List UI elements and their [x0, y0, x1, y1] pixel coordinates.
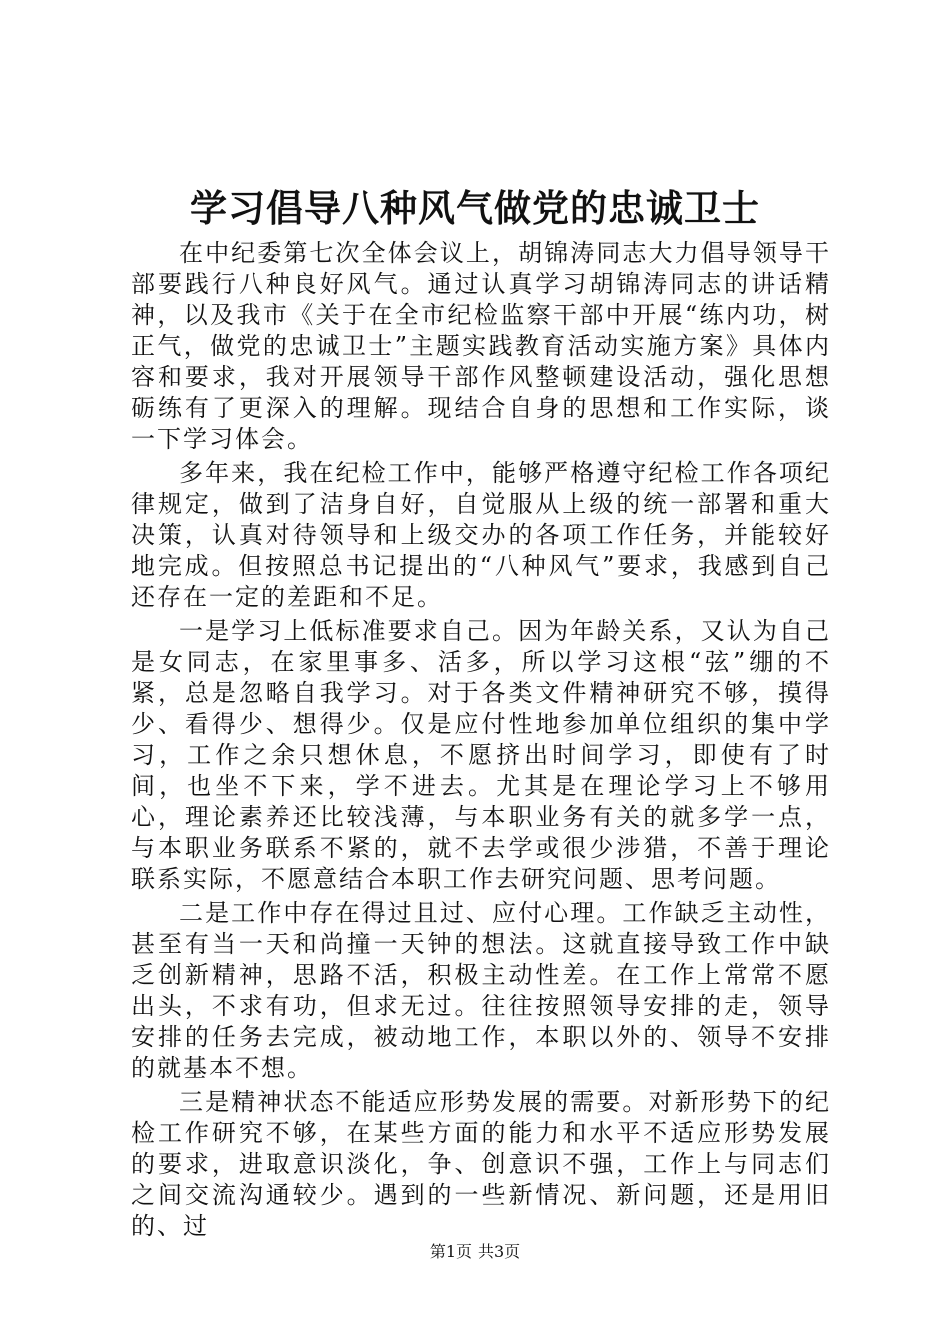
paragraph-point-three: 三是精神状态不能适应形势发展的需要。对新形势下的纪检工作研究不够，在某些方面的能力和水平不适应形势发展的要求，进取意识淡化，争、创意识不强，工作上与同志们之间交流沟通较少。遇到的一些新情况、新问题，还是用旧的、过: [131, 1088, 831, 1240]
paragraph-intro: 在中纪委第七次全体会议上，胡锦涛同志大力倡导领导干部要践行八种良好风气。通过认真学习胡锦涛同志的讲话精神，以及我市《关于在全市纪检监察干部中开展“练内功，树正气，做党的忠诚卫士”主题实践教育活动实施方案》具体内容和要求，我对开展领导干部作风整顿建设活动，强化思想砺练有了更深入的理解。现结合自身的思想和工作实际，谈一下学习体会。: [131, 239, 831, 453]
paragraph-self-assessment: 多年来，我在纪检工作中，能够严格遵守纪检工作各项纪律规定，做到了洁身自好，自觉服从上级的统一部署和重大决策，认真对待领导和上级交办的各项工作任务，并能较好地完成。但按照总书记提出的“八种风气”要求，我感到自己还存在一定的差距和不足。: [131, 459, 831, 611]
page-number: 第1页: [429, 1242, 472, 1261]
paragraph-point-one: 一是学习上低标准要求自己。因为年龄关系，又认为自己是女同志，在家里事多、活多，所以学习这根“弦”绷的不紧，总是忽略自我学习。对于各类文件精神研究不够，摸得少、看得少、想得少。仅是应付性地参加单位组织的集中学习，工作之余只想休息，不愿挤出时间学习，即使有了时间，也坐不下来，学不进去。尤其是在理论学习上不够用心，理论素养还比较浅薄，与本职业务有关的就多学一点，与本职业务联系不紧的，就不去学或很少涉猎，不善于理论联系实际，不愿意结合本职工作去研究问题、思考问题。: [131, 617, 831, 893]
document-body: [131, 238, 831, 1242]
page-footer: [0, 1240, 950, 1264]
document-title: 学习倡导八种风气做党的忠诚卫士: [190, 186, 760, 230]
page-total: 共3页: [478, 1242, 521, 1261]
paragraph-point-two: 二是工作中存在得过且过、应付心理。工作缺乏主动性，甚至有当一天和尚撞一天钟的想法。这就直接导致工作中缺乏创新精神，思路不活，积极主动性差。在工作上常常不愿出头，不求有功，但求无过。往往按照领导安排的走，领导安排的任务去完成，被动地工作，本职以外的、领导不安排的就基本不想。: [131, 899, 831, 1082]
